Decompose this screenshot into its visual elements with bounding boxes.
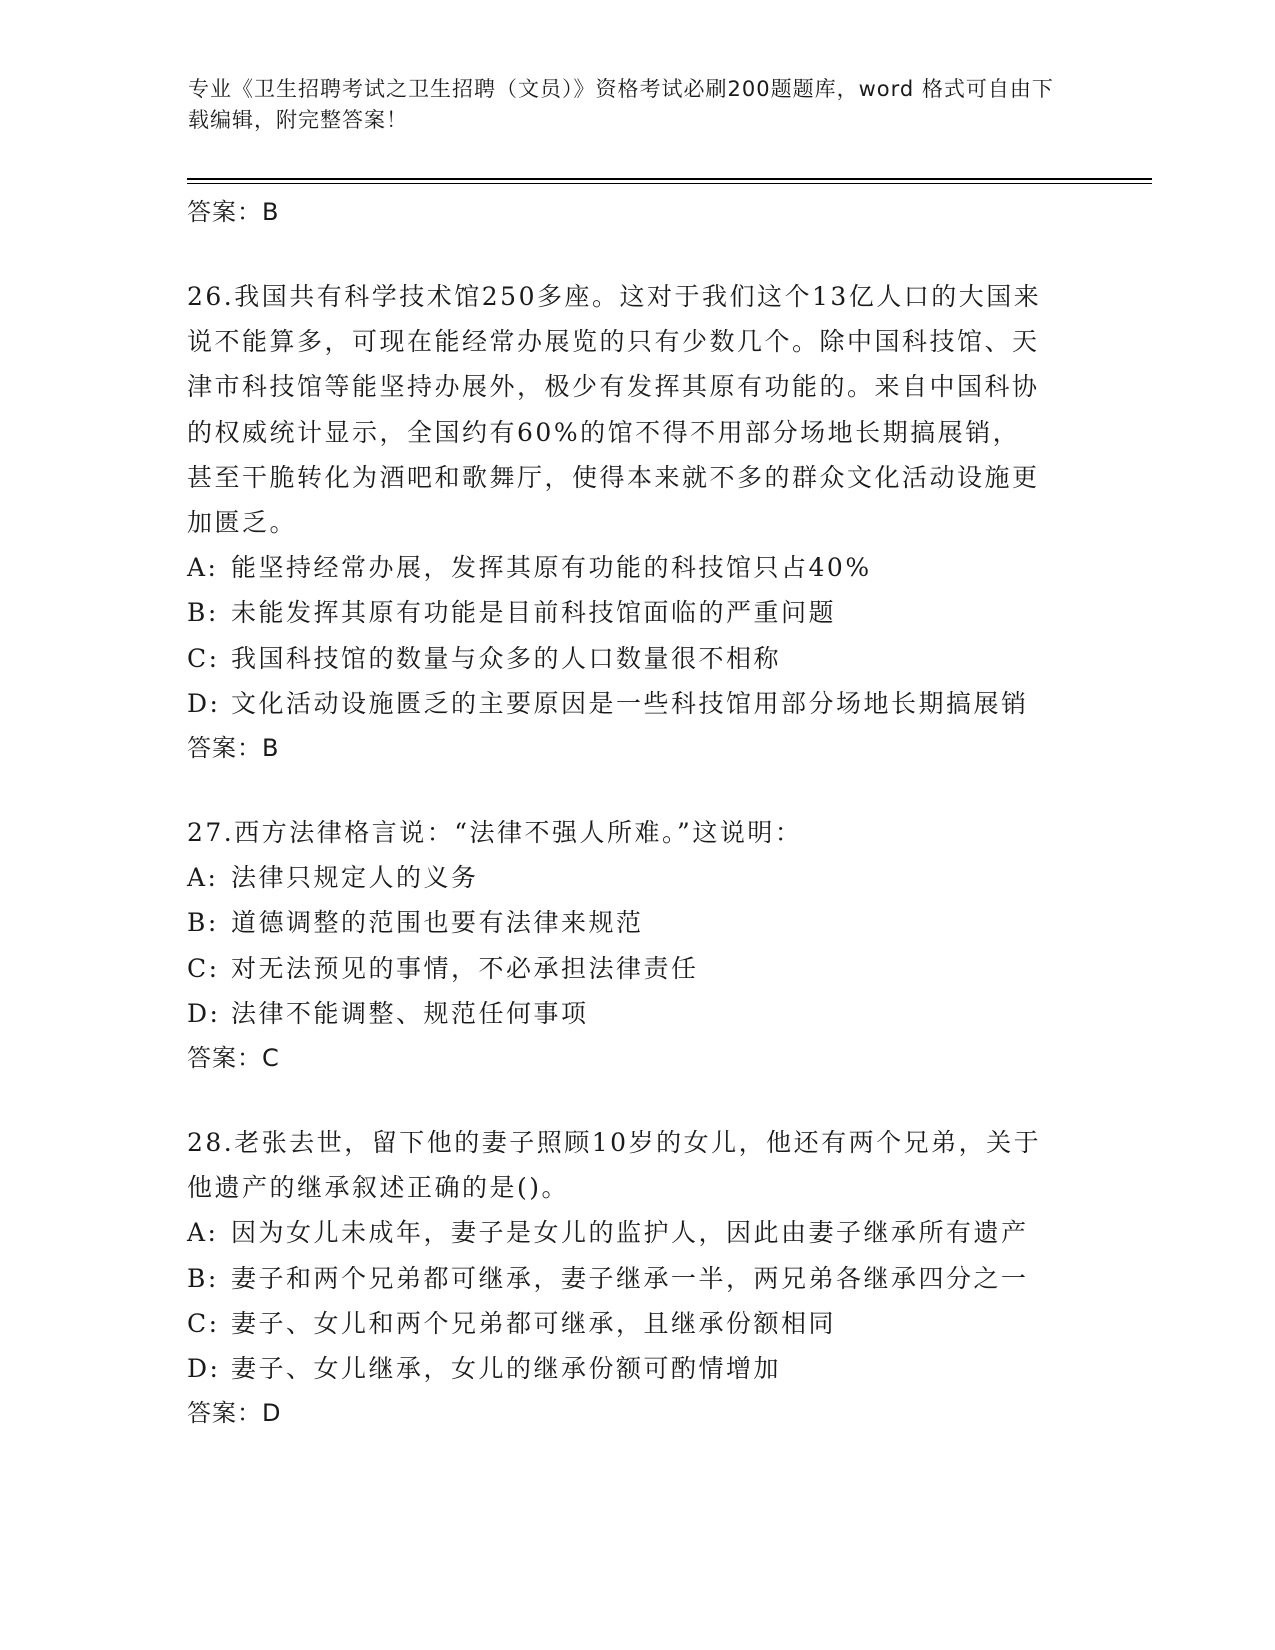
- option-key: C:: [187, 953, 220, 983]
- answer-label: 答案：: [187, 733, 262, 762]
- answer-label: 答案：: [187, 1043, 262, 1072]
- question-stem: [187, 274, 1047, 545]
- answer-value: C: [262, 1043, 280, 1072]
- document-header: 专业《卫生招聘考试之卫生招聘（文员）》资格考试必刷200题题库，word 格式可自由下载编辑，附完整答案！: [188, 77, 1054, 132]
- option-key: A:: [187, 553, 219, 583]
- option-a: [187, 855, 1087, 900]
- option-c: [187, 946, 1087, 991]
- option-b: [187, 1256, 1087, 1301]
- option-b: [187, 900, 1087, 945]
- option-key: C:: [187, 643, 220, 673]
- option-b: [187, 590, 1087, 635]
- question-number: 27.: [187, 817, 235, 847]
- question-text: 西方法律格言说：“法律不强人所难。”这说明：: [234, 817, 803, 847]
- option-key: D:: [187, 998, 221, 1028]
- option-d: [187, 1346, 1087, 1391]
- question-stem: [187, 1120, 1047, 1210]
- option-text: 妻子和两个兄弟都可继承，妻子继承一半，两兄弟各继承四分之一: [231, 1263, 1029, 1293]
- question-28: [187, 1120, 1087, 1435]
- question-text: 老张去世，留下他的妻子照顾10岁的女儿，他还有两个兄弟，关于他遗产的继承叙述正确的是()。: [187, 1127, 1042, 1203]
- option-text: 我国科技馆的数量与众多的人口数量很不相称: [231, 643, 782, 673]
- option-text: 因为女儿未成年，妻子是女儿的监护人，因此由妻子继承所有遗产: [231, 1218, 1029, 1248]
- option-key: A:: [187, 1218, 219, 1248]
- option-key: B:: [187, 908, 219, 938]
- option-text: 对无法预见的事情，不必承担法律责任: [231, 953, 699, 983]
- option-text: 能坚持经常办展，发挥其原有功能的科技馆只占40%: [231, 553, 872, 583]
- question-26: [187, 274, 1087, 770]
- option-d: [187, 681, 1087, 726]
- answer-line: [187, 1036, 1087, 1080]
- answer-line: [187, 190, 1087, 234]
- option-text: 法律不能调整、规范任何事项: [231, 998, 589, 1028]
- question-number: 28.: [187, 1127, 235, 1157]
- answer-label: 答案：: [187, 1399, 262, 1428]
- header-divider-thin: [187, 183, 1152, 184]
- answer-label: 答案：: [187, 198, 262, 226]
- question-list: [187, 190, 1087, 1435]
- option-key: C:: [187, 1308, 220, 1338]
- answer-value: B: [262, 733, 280, 762]
- option-text: 妻子、女儿和两个兄弟都可继承，且继承份额相同: [231, 1308, 837, 1338]
- header-divider: [187, 178, 1152, 180]
- option-key: D:: [187, 688, 221, 718]
- option-c: [187, 636, 1087, 681]
- option-c: [187, 1301, 1087, 1346]
- option-text: 妻子、女儿继承，女儿的继承份额可酌情增加: [231, 1353, 782, 1383]
- option-key: B:: [187, 598, 219, 628]
- question-text: 我国共有科学技术馆250多座。这对于我们这个13亿人口的大国来说不能算多，可现在能经常办展览的只有少数几个。除中国科技馆、天津市科技馆等能坚持办展外，极少有发挥其原有功能的。来自中国科协的权威统计显示，全国约有60%的馆不得不用部分场地长期搞展销，甚至干脆转化为酒吧和歌舞厅，使得本来就不多的群众文化活动设施更加匮乏。: [187, 282, 1042, 538]
- option-a: [187, 1210, 1087, 1255]
- option-key: D:: [187, 1353, 221, 1383]
- answer-line: [187, 1391, 1087, 1435]
- option-key: B:: [187, 1263, 219, 1293]
- question-number: 26.: [187, 282, 235, 311]
- option-d: [187, 991, 1087, 1036]
- question-27: [187, 810, 1087, 1080]
- answer-line: [187, 726, 1087, 770]
- answer-value: B: [262, 198, 280, 226]
- option-text: 法律只规定人的义务: [231, 863, 479, 893]
- option-text: 文化活动设施匮乏的主要原因是一些科技馆用部分场地长期搞展销: [231, 688, 1029, 718]
- option-text: 未能发挥其原有功能是目前科技馆面临的严重问题: [231, 598, 837, 628]
- question-stem: [187, 810, 1047, 855]
- answer-value: D: [262, 1399, 282, 1428]
- option-key: A:: [187, 863, 219, 893]
- option-text: 道德调整的范围也要有法律来规范: [231, 908, 644, 938]
- option-a: [187, 545, 1087, 590]
